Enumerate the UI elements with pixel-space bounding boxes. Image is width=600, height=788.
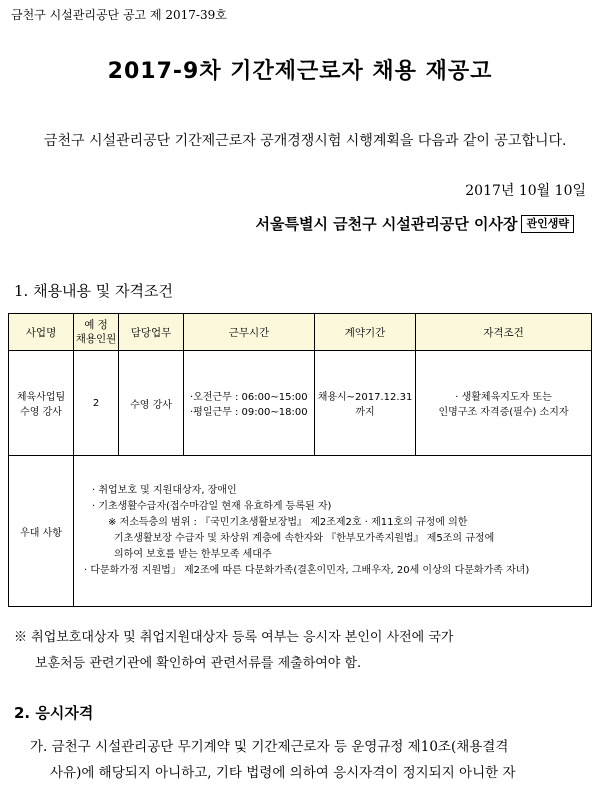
list-item: · 다문화가정 지원법」 제2조에 따른 다문화가족(결혼이민자, 그배우자, 20세 이상의 다문화가족 자녀) — [84, 565, 530, 576]
list-item: · 취업보호 및 지원대상자, 장애인 — [92, 485, 237, 496]
list-item: 기초생활보장 수급자 및 차상위 계층에 속한자와 『한부모가족지원법』 제5조의 규정에 — [114, 533, 495, 544]
cell-qualification — [416, 351, 592, 456]
header-planned-line1: 예 정 — [84, 319, 108, 331]
registration-notice — [14, 625, 590, 677]
cell-business — [9, 351, 74, 456]
header-planned-count — [74, 314, 119, 351]
table-header-row — [9, 314, 592, 351]
cell-hours — [184, 351, 315, 456]
preference-label: 우대 사항 — [9, 456, 74, 607]
eligibility-line1: 가. 금천구 시설관리공단 무기계약 및 기간제근로자 등 운영규정 제10조(채용결격 — [30, 739, 509, 755]
table-row — [9, 351, 592, 456]
list-item: ※ 저소득층의 범위 : 『국민기초생활보장법』 제2조제2호 · 제11호의 규정에 의한 — [108, 517, 468, 528]
cell-duty: 수영 강사 — [119, 351, 184, 456]
list-item: · 기초생활수급자(접수마감일 현재 유효하게 등록된 자) — [92, 501, 332, 512]
preference-row — [9, 456, 592, 607]
header-qualification: 자격조건 — [416, 314, 592, 351]
issuer-block — [255, 213, 574, 234]
header-planned-line2: 채용인원 — [75, 333, 117, 345]
official-seal: 관인생략 — [521, 215, 574, 233]
qualification-line2: 인명구조 자격증(필수) 소지자 — [438, 407, 569, 418]
notice-line1: ※ 취업보호대상자 및 취업지원대상자 등록 여부는 응시자 본인이 사전에 국가 — [14, 630, 454, 645]
business-line2: 수영 강사 — [20, 407, 62, 418]
header-hours: 근무시간 — [184, 314, 315, 351]
section-1-heading: 1. 채용내용 및 자격조건 — [14, 282, 174, 300]
notice-line2: 보훈처등 관련기관에 확인하여 관련서류를 제출하여야 함. — [35, 656, 362, 671]
preference-list — [74, 477, 591, 585]
list-item: 의하여 보호를 받는 한부모족 세대주 — [114, 549, 272, 560]
intro-paragraph: 금천구 시설관리공단 기간제근로자 공개경쟁시험 시행계획을 다음과 같이 공고합니다. — [44, 133, 567, 149]
eligibility-paragraph — [14, 734, 592, 786]
page-title: 2017-9차 기간제근로자 채용 재공고 — [107, 59, 493, 84]
recruitment-table — [8, 313, 592, 607]
header-duty: 담당업무 — [119, 314, 184, 351]
cell-count: 2 — [74, 351, 119, 456]
header-business: 사업명 — [9, 314, 74, 351]
hours-line2: ·평일근무 : 09:00~18:00 — [190, 407, 308, 418]
section-2-heading: 2. 응시자격 — [14, 704, 94, 722]
document-number: 금천구 시설관리공단 공고 제 2017-39호 — [11, 8, 227, 22]
business-line1: 체육사업팀 — [16, 392, 66, 403]
header-period: 계약기간 — [315, 314, 416, 351]
issuer-name: 서울특별시 금천구 시설관리공단 이사장 — [255, 215, 518, 233]
cell-period: 채용시~2017.12.31까지 — [315, 351, 416, 456]
preference-content — [74, 456, 592, 607]
qualification-line1: · 생활체육지도자 또는 — [455, 392, 552, 403]
eligibility-line2: 사유)에 해당되지 아니하고, 기타 법령에 의하여 응시자격이 정지되지 아니한 자 — [50, 765, 516, 781]
announcement-date: 2017년 10월 10일 — [465, 183, 586, 199]
hours-line1: ·오전근무 : 06:00~15:00 — [190, 392, 308, 403]
